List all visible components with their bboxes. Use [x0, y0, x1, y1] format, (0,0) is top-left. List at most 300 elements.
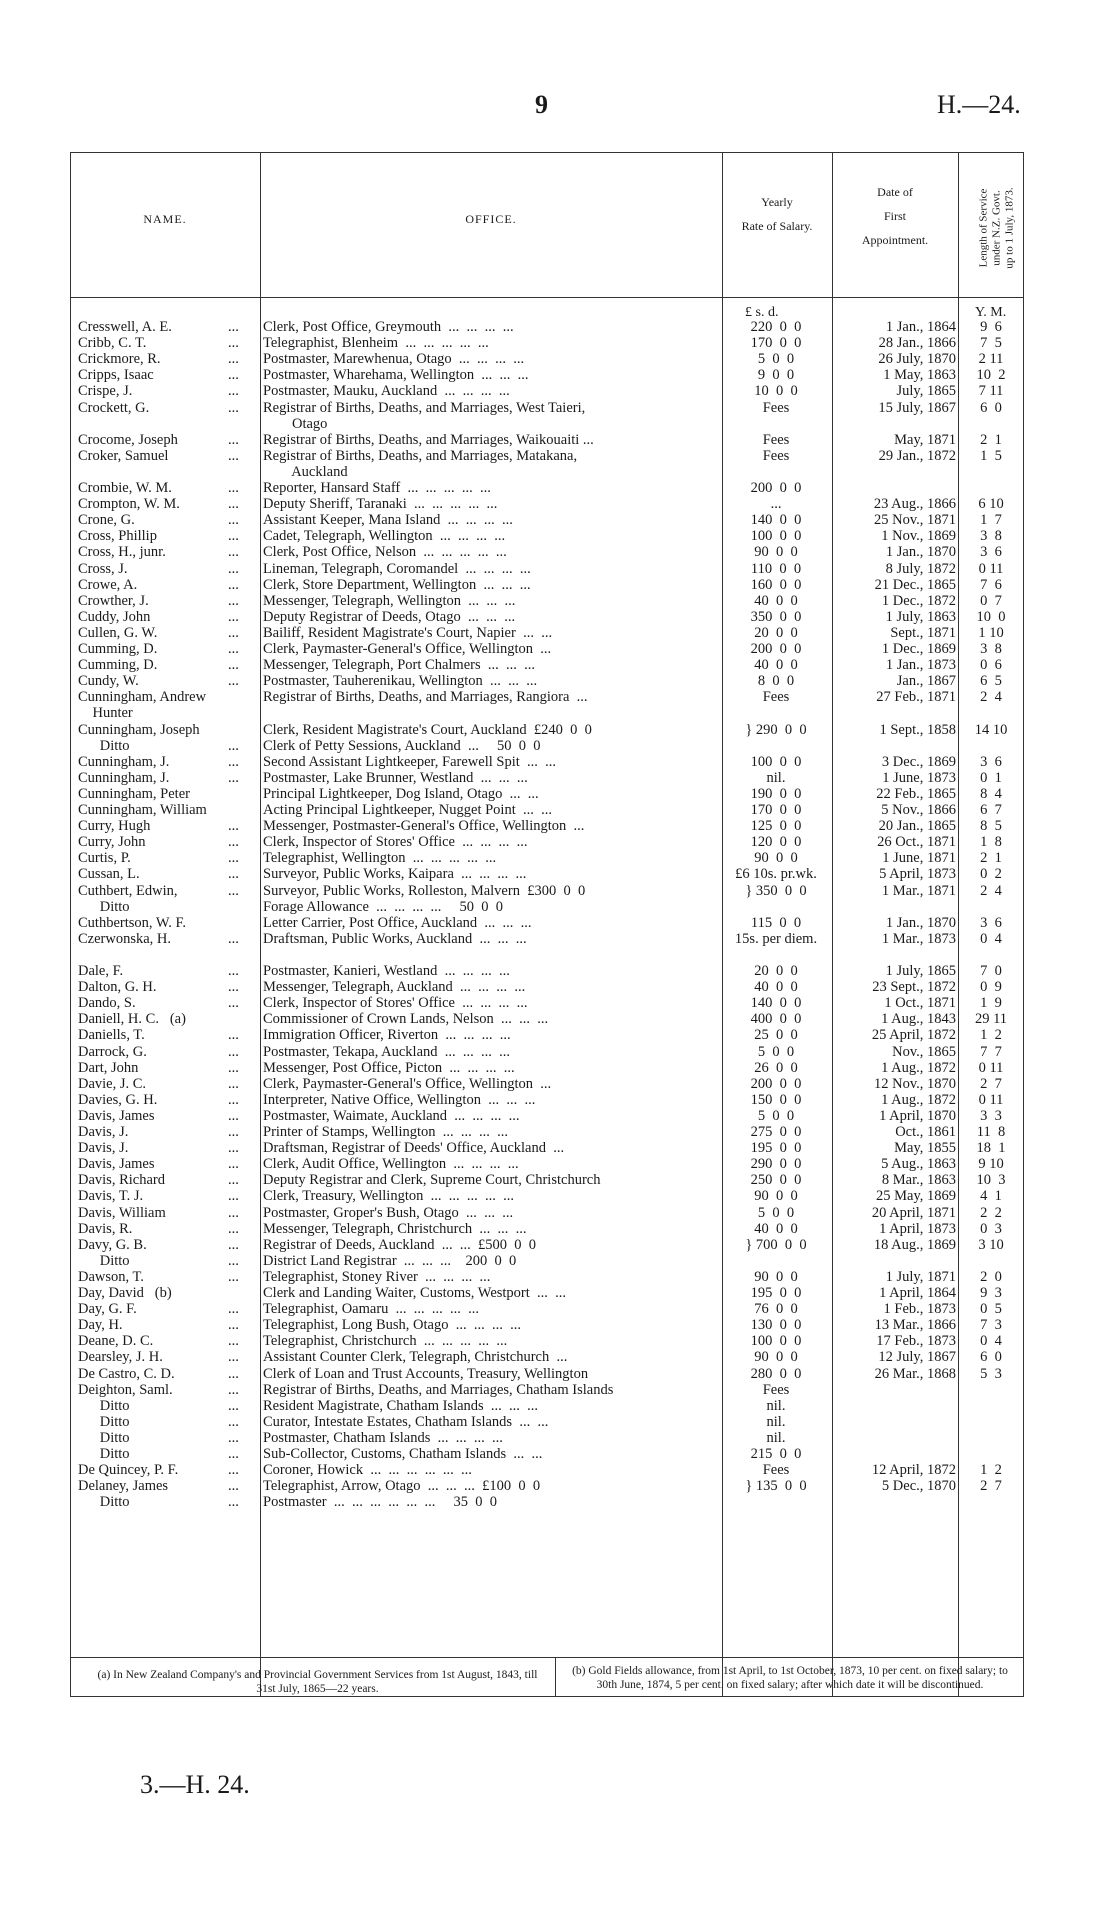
leader-dots: ...	[228, 560, 239, 577]
leader-dots: ...	[228, 1140, 239, 1157]
table-row	[0, 770, 1114, 786]
service-length-cell: 7 0	[980, 963, 1002, 979]
name-cell: Curry, Hugh	[78, 818, 151, 835]
appointment-date-cell: 5 Nov., 1866	[881, 802, 956, 818]
table-row	[0, 1108, 1114, 1124]
name-cell: Ditto	[78, 1429, 130, 1446]
service-length-cell: 8 5	[980, 818, 1002, 835]
service-length-cell: 14 10	[974, 721, 1008, 738]
name-cell: Cunningham, William	[78, 802, 207, 818]
table-row	[0, 1398, 1114, 1414]
appointment-date-cell: 1 May, 1863	[883, 367, 956, 384]
leader-dots: ...	[228, 850, 239, 867]
name-cell: Cunningham, Andrew	[78, 689, 207, 706]
salary-cell: Fees	[762, 447, 790, 464]
leader-dots: ...	[228, 1413, 239, 1430]
table-row	[0, 1044, 1114, 1060]
table-row	[0, 1269, 1114, 1285]
footnote-divider	[555, 1657, 556, 1697]
office-cell: Deputy Registrar of Deeds, Otago ... ... ...	[263, 608, 516, 625]
table-row	[0, 512, 1114, 528]
leader-dots: ...	[228, 1268, 239, 1285]
name-cell: Dart, John	[78, 1059, 139, 1076]
table-row	[0, 915, 1114, 931]
leader-dots: ...	[228, 673, 239, 690]
appointment-date-cell: Oct., 1861	[895, 1124, 956, 1140]
name-cell: Cussan, L.	[78, 866, 140, 883]
office-cell: Auckland	[263, 463, 348, 480]
office-cell: Interpreter, Native Office, Wellington ... ... ...	[263, 1091, 536, 1108]
salary-cell: nil.	[766, 1429, 786, 1446]
service-length-cell: 5 3	[980, 1365, 1002, 1382]
appointment-date-cell: 26 Oct., 1871	[877, 834, 956, 851]
office-cell: Draftsman, Registrar of Deeds' Office, Auckland ...	[263, 1140, 565, 1157]
salary-cell: Fees	[762, 399, 790, 416]
table-row	[0, 1285, 1114, 1301]
office-cell: Clerk, Paymaster-General's Office, Wellington ...	[263, 1075, 552, 1092]
name-cell: Cundy, W.	[78, 673, 139, 690]
table-row	[0, 1237, 1114, 1253]
table-row	[0, 383, 1114, 399]
salary-cell: 100 0 0	[750, 528, 802, 545]
salary-cell: ...	[770, 496, 782, 513]
salary-cell: 190 0 0	[750, 785, 802, 802]
table-row	[0, 1462, 1114, 1478]
service-length-cell: 9 10	[978, 1156, 1004, 1173]
office-cell: Telegraphist, Christchurch ... ... ... ... ...	[263, 1333, 508, 1350]
service-length-cell: 2 11	[978, 351, 1004, 368]
salary-cell: 115 0 0	[750, 914, 802, 931]
salary-cell: 90 0 0	[754, 1268, 798, 1285]
service-length-cell: 7 3	[980, 1317, 1002, 1334]
column-header-salary	[722, 190, 832, 238]
office-cell: Postmaster, Groper's Bush, Otago ... ... ...	[263, 1204, 514, 1221]
appointment-date-cell: 12 July, 1867	[878, 1349, 956, 1366]
appointment-date-cell: July, 1865	[896, 383, 956, 400]
leader-dots: ...	[228, 1478, 239, 1495]
salary-cell: 5 0 0	[757, 1107, 795, 1124]
office-cell: Clerk, Treasury, Wellington ... ... ... ... ...	[263, 1188, 514, 1205]
column-header-length	[975, 160, 1019, 295]
salary-cell: 40 0 0	[754, 592, 798, 609]
leader-dots: ...	[228, 1091, 239, 1108]
service-length-cell: 3 6	[980, 914, 1002, 931]
salary-cell: 200 0 0	[750, 641, 802, 657]
office-cell: Registrar of Deeds, Auckland ... ... £500 0 0	[263, 1236, 537, 1253]
service-length-cell: 6 0	[980, 399, 1002, 416]
service-length-cell: 0 4	[980, 1333, 1002, 1350]
service-length-cell: 1 8	[980, 834, 1002, 851]
appointment-date-cell: 18 Aug., 1869	[873, 1236, 956, 1253]
salary-cell: 90 0 0	[754, 544, 798, 561]
office-cell: Postmaster, Waimate, Auckland ... ... ... ...	[263, 1107, 520, 1124]
leader-dots: ...	[228, 1317, 239, 1334]
name-cell: Cuthbertson, W. F.	[78, 914, 187, 931]
salary-cell: 215 0 0	[750, 1446, 802, 1462]
office-cell: Letter Carrier, Post Office, Auckland ... ... ...	[263, 914, 532, 931]
appointment-date-cell: 28 Jan., 1866	[878, 335, 956, 352]
table-row	[0, 1027, 1114, 1043]
table-row	[0, 1076, 1114, 1092]
name-cell: Ditto	[78, 737, 130, 754]
column-header-date	[832, 180, 958, 252]
name-cell: Deane, D. C.	[78, 1333, 154, 1350]
table-row	[0, 593, 1114, 609]
service-length-cell: 6 7	[980, 802, 1002, 818]
service-length-cell: 9 3	[980, 1285, 1002, 1301]
salary-cell: 400 0 0	[750, 1011, 802, 1028]
name-cell: Cumming, D.	[78, 641, 158, 657]
length-units: Y. M.	[975, 305, 1007, 320]
appointment-date-cell: 26 July, 1870	[878, 351, 956, 368]
name-cell: Cuddy, John	[78, 608, 151, 625]
footnote-rule	[70, 1657, 1024, 1658]
salary-cell: Fees	[762, 1381, 790, 1398]
leader-dots: ...	[228, 319, 239, 335]
office-cell: Lineman, Telegraph, Coromandel ... ... ... ...	[263, 560, 531, 577]
name-cell: Davis, James	[78, 1156, 155, 1173]
salary-cell: 280 0 0	[750, 1365, 802, 1382]
table-row	[0, 802, 1114, 818]
appointment-date-cell: Nov., 1865	[892, 1043, 956, 1060]
salary-cell: } 135 0 0	[745, 1478, 807, 1495]
service-length-cell: 2 1	[980, 850, 1002, 867]
leader-dots: ...	[228, 1156, 239, 1173]
name-cell: Crompton, W. M.	[78, 496, 180, 513]
page-reference: H.—24.	[937, 90, 1021, 119]
service-length-cell: 6 10	[978, 496, 1004, 513]
salary-cell: 195 0 0	[750, 1140, 802, 1157]
office-cell: Messenger, Telegraph, Port Chalmers ... ... ...	[263, 657, 535, 674]
leader-dots: ...	[228, 367, 239, 384]
leader-dots: ...	[228, 657, 239, 674]
service-length-cell: 6 5	[980, 673, 1002, 690]
date-header-line: Appointment.	[861, 233, 929, 247]
service-length-cell: 1 2	[980, 1027, 1002, 1044]
name-cell: Ditto	[78, 1446, 130, 1462]
appointment-date-cell: 1 July, 1865	[885, 963, 956, 979]
appointment-date-cell: 12 April, 1872	[871, 1462, 956, 1479]
appointment-date-cell: 1 Mar., 1871	[881, 882, 956, 899]
name-cell: Crockett, G.	[78, 399, 150, 416]
table-row	[0, 1188, 1114, 1204]
appointment-date-cell: 1 Dec., 1869	[881, 641, 956, 657]
table-row	[0, 367, 1114, 383]
table-row	[0, 1011, 1114, 1027]
name-cell: Day, H.	[78, 1317, 123, 1334]
name-cell: Crowther, J.	[78, 592, 149, 609]
office-cell: Assistant Keeper, Mana Island ... ... ... ...	[263, 512, 513, 529]
service-length-cell: 7 5	[980, 335, 1002, 352]
appointment-date-cell: 1 Feb., 1873	[883, 1301, 956, 1318]
office-cell: Postmaster, Tekapa, Auckland ... ... ... ...	[263, 1043, 511, 1060]
name-cell: Hunter	[78, 705, 133, 722]
office-cell: Surveyor, Public Works, Rolleston, Malvern £300 0 0	[263, 882, 586, 899]
office-cell: Clerk, Inspector of Stores' Office ... ... ... ...	[263, 995, 528, 1012]
name-cell: Darrock, G.	[78, 1043, 147, 1060]
service-length-cell: 18 1	[976, 1140, 1006, 1157]
service-length-cell: 10 0	[976, 608, 1006, 625]
leader-dots: ...	[228, 512, 239, 529]
office-cell: Messenger, Telegraph, Wellington ... ... ...	[263, 592, 516, 609]
name-cell: Croker, Samuel	[78, 447, 169, 464]
table-row	[0, 464, 1114, 480]
office-cell: Second Assistant Lightkeeper, Farewell Spit ... ...	[263, 753, 557, 770]
salary-cell: nil.	[766, 1397, 786, 1414]
office-cell: Otago	[263, 415, 328, 432]
office-cell: Coroner, Howick ... ... ... ... ... ...	[263, 1462, 472, 1479]
service-length-cell: 6 0	[980, 1349, 1002, 1366]
salary-cell: 120 0 0	[750, 834, 802, 851]
name-cell: Dearsley, J. H.	[78, 1349, 163, 1366]
leader-dots: ...	[228, 608, 239, 625]
service-length-cell: 10 2	[976, 367, 1006, 384]
office-cell: Registrar of Births, Deaths, and Marriages, Rangiora ...	[263, 689, 588, 706]
name-cell: Davie, J. C.	[78, 1075, 147, 1092]
salary-cell: £6 10s. pr.wk.	[735, 866, 817, 883]
appointment-date-cell: 1 July, 1863	[885, 608, 956, 625]
salary-cell: 90 0 0	[754, 850, 798, 867]
appointment-date-cell: 22 Feb., 1865	[876, 785, 956, 802]
service-length-cell: 2 4	[980, 689, 1002, 706]
table-row	[0, 351, 1114, 367]
service-length-cell: 1 5	[980, 447, 1002, 464]
salary-cell: 160 0 0	[750, 576, 802, 593]
appointment-date-cell: 23 Sept., 1872	[872, 979, 956, 996]
appointment-date-cell: 12 Nov., 1870	[873, 1075, 956, 1092]
salary-cell: 195 0 0	[750, 1285, 802, 1301]
office-cell: Bailiff, Resident Magistrate's Court, Napier ... ...	[263, 624, 553, 641]
service-length-cell: 0 2	[980, 866, 1002, 883]
appointment-date-cell: 20 April, 1871	[871, 1204, 956, 1221]
salary-cell: Fees	[762, 1462, 790, 1479]
table-row	[0, 1172, 1114, 1188]
table-row	[0, 705, 1114, 721]
appointment-date-cell: 13 Mar., 1866	[874, 1317, 956, 1334]
office-cell: Clerk, Post Office, Nelson ... ... ... ... ...	[263, 544, 507, 561]
office-cell: Postmaster, Lake Brunner, Westland ... ... ...	[263, 769, 528, 786]
table-row	[0, 561, 1114, 577]
table-row	[0, 577, 1114, 593]
office-cell: Clerk, Audit Office, Wellington ... ... ... ...	[263, 1156, 519, 1173]
table-row	[0, 1060, 1114, 1076]
name-cell: Cunningham, Joseph	[78, 721, 200, 738]
appointment-date-cell: 29 Jan., 1872	[878, 447, 956, 464]
appointment-date-cell: 1 Sept., 1858	[879, 721, 956, 738]
leader-dots: ...	[228, 335, 239, 352]
name-cell: De Quincey, P. F.	[78, 1462, 179, 1479]
office-cell: Acting Principal Lightkeeper, Nugget Point ... ...	[263, 802, 552, 818]
salary-cell: 110 0 0	[750, 560, 802, 577]
office-cell: Printer of Stamps, Wellington ... ... ... ...	[263, 1124, 509, 1140]
footnote-b: (b) Gold Fields allowance, from 1st April, to 1st October, 1873, 10 per cent. on fixed salary; to 30th June, 1874, 5 per cent. on fixed salary; after which date it will be discontinued.	[572, 1665, 1008, 1691]
leader-dots: ...	[228, 1494, 239, 1511]
name-cell: Crickmore, R.	[78, 351, 161, 368]
table-row	[0, 786, 1114, 802]
name-cell: Cunningham, J.	[78, 769, 170, 786]
office-cell: Reporter, Hansard Staff ... ... ... ... ...	[263, 480, 491, 496]
table-row	[0, 754, 1114, 770]
office-cell: Registrar of Births, Deaths, and Marriages, Waikouaiti ...	[263, 431, 594, 448]
table-row	[0, 931, 1114, 947]
appointment-date-cell: 26 Mar., 1868	[874, 1365, 956, 1382]
table-row	[0, 834, 1114, 850]
appointment-date-cell: 1 April, 1870	[879, 1107, 956, 1124]
service-length-cell: 0 5	[980, 1301, 1002, 1318]
salary-cell: 40 0 0	[754, 1220, 798, 1237]
office-cell: Registrar of Births, Deaths, and Marriages, Matakana,	[263, 447, 578, 464]
appointment-date-cell: 25 Nov., 1871	[873, 512, 956, 529]
name-cell: Cross, Phillip	[78, 528, 157, 545]
table-row	[0, 448, 1114, 464]
name-cell: Davis, William	[78, 1204, 166, 1221]
table-row	[0, 400, 1114, 416]
salary-cell: Fees	[762, 431, 790, 448]
office-cell: Postmaster, Mauku, Auckland ... ... ... ...	[263, 383, 510, 400]
leader-dots: ...	[228, 592, 239, 609]
appointment-date-cell: 1 June, 1871	[882, 850, 956, 867]
table-row	[0, 1478, 1114, 1494]
leader-dots: ...	[228, 528, 239, 545]
salary-cell: 40 0 0	[754, 979, 798, 996]
leader-dots: ...	[228, 576, 239, 593]
table-row	[0, 496, 1114, 512]
salary-cell: 170 0 0	[750, 335, 802, 352]
name-cell: Curry, John	[78, 834, 146, 851]
name-cell: Cullen, G. W.	[78, 624, 158, 641]
name-cell: Daniells, T.	[78, 1027, 145, 1044]
office-cell: Cadet, Telegraph, Wellington ... ... ... ...	[263, 528, 506, 545]
appointment-date-cell: May, 1855	[894, 1140, 956, 1157]
table-row	[0, 1301, 1114, 1317]
name-cell: Cresswell, A. E.	[78, 319, 172, 335]
name-cell: Cripps, Isaac	[78, 367, 154, 384]
name-cell: Crombie, W. M.	[78, 480, 172, 496]
office-cell: Postmaster, Marewhenua, Otago ... ... ... ...	[263, 351, 525, 368]
service-length-cell: 0 3	[980, 1220, 1002, 1237]
leader-dots: ...	[228, 737, 239, 754]
table-row	[0, 1414, 1114, 1430]
office-cell: Assistant Counter Clerk, Telegraph, Christchurch ...	[263, 1349, 568, 1366]
name-cell: Day, David (b)	[78, 1285, 172, 1301]
table-row	[0, 416, 1114, 432]
office-cell: Immigration Officer, Riverton ... ... ... ...	[263, 1027, 511, 1044]
service-length-cell: 0 11	[978, 1091, 1004, 1108]
table-row	[0, 1221, 1114, 1237]
office-cell: Registrar of Births, Deaths, and Marriages, West Taieri,	[263, 399, 586, 416]
name-cell: Davis, Richard	[78, 1172, 165, 1189]
leader-dots: ...	[228, 1397, 239, 1414]
salary-cell: nil.	[766, 769, 786, 786]
leader-dots: ...	[228, 1462, 239, 1479]
name-cell: Ditto	[78, 1494, 130, 1511]
appointment-date-cell: 1 Jan., 1870	[885, 914, 956, 931]
table-row	[0, 657, 1114, 673]
leader-dots: ...	[228, 1204, 239, 1221]
leader-dots: ...	[228, 1075, 239, 1092]
salary-cell: 10 0 0	[754, 383, 798, 400]
name-cell: Cumming, D.	[78, 657, 158, 674]
leader-dots: ...	[228, 480, 239, 496]
salary-cell: 130 0 0	[750, 1317, 802, 1334]
salary-cell: 90 0 0	[754, 1349, 798, 1366]
salary-cell: } 290 0 0	[745, 721, 807, 738]
service-length-cell: 4 1	[980, 1188, 1002, 1205]
table-row	[0, 1156, 1114, 1172]
salary-header-line: Yearly	[761, 195, 793, 209]
salary-cell: 40 0 0	[754, 657, 798, 674]
name-cell: Cunningham, J.	[78, 753, 170, 770]
name-cell: Cross, H., junr.	[78, 544, 166, 561]
table-row	[0, 1430, 1114, 1446]
salary-cell: 100 0 0	[750, 753, 802, 770]
salary-cell: 20 0 0	[754, 963, 798, 979]
table-row	[0, 979, 1114, 995]
appointment-date-cell: 21 Dec., 1865	[874, 576, 956, 593]
leader-dots: ...	[228, 979, 239, 996]
service-length-cell: 2 4	[980, 882, 1002, 899]
name-cell: Delaney, James	[78, 1478, 169, 1495]
service-length-cell: 7 11	[978, 383, 1004, 400]
name-cell: Davis, R.	[78, 1220, 133, 1237]
date-header-line: First	[883, 209, 906, 223]
table-row	[0, 1140, 1114, 1156]
table-row	[0, 899, 1114, 915]
salary-cell: 9 0 0	[757, 367, 795, 384]
leader-dots: ...	[228, 1220, 239, 1237]
appointment-date-cell: Jan., 1867	[896, 673, 956, 690]
appointment-date-cell: 27 Feb., 1871	[876, 689, 956, 706]
service-length-cell: 3 10	[978, 1236, 1004, 1253]
column-header-office: OFFICE.	[465, 212, 517, 226]
appointment-date-cell: 1 Oct., 1871	[884, 995, 956, 1012]
office-cell: Telegraphist, Blenheim ... ... ... ... ...	[263, 335, 489, 352]
salary-cell: 140 0 0	[750, 512, 802, 529]
name-cell: Ditto	[78, 1397, 130, 1414]
salary-cell: 125 0 0	[750, 818, 802, 835]
salary-cell: 140 0 0	[750, 995, 802, 1012]
office-cell: Clerk, Resident Magistrate's Court, Auckland £240 0 0	[263, 721, 592, 738]
salary-cell: nil.	[766, 1413, 786, 1430]
leader-dots: ...	[228, 1381, 239, 1398]
office-cell: Clerk, Inspector of Stores' Office ... ... ... ...	[263, 834, 528, 851]
table-row	[0, 319, 1114, 335]
appointment-date-cell: 1 Nov., 1869	[881, 528, 956, 545]
name-cell: Crispe, J.	[78, 383, 133, 400]
leader-dots: ...	[228, 624, 239, 641]
office-cell: Deputy Registrar and Clerk, Supreme Court, Christchurch	[263, 1172, 601, 1189]
leader-dots: ...	[228, 351, 239, 368]
service-length-cell: 0 11	[978, 560, 1004, 577]
leader-dots: ...	[228, 1172, 239, 1189]
salary-cell: 5 0 0	[757, 351, 795, 368]
salary-cell: 90 0 0	[754, 1188, 798, 1205]
appointment-date-cell: 25 May, 1869	[875, 1188, 956, 1205]
appointment-date-cell: 1 April, 1873	[879, 1220, 956, 1237]
column-header-name: NAME.	[143, 212, 187, 226]
name-cell: Dando, S.	[78, 995, 136, 1012]
table-row	[0, 528, 1114, 544]
appointment-date-cell: 17 Feb., 1873	[876, 1333, 956, 1350]
table-row	[0, 625, 1114, 641]
salary-cell: 76 0 0	[754, 1301, 798, 1318]
salary-units: £ s. d.	[745, 305, 779, 320]
service-length-cell: 2 2	[980, 1204, 1002, 1221]
office-cell: Postmaster, Kanieri, Westland ... ... ... ...	[263, 963, 510, 979]
length-header-line: under N.Z. Govt.	[990, 189, 1003, 266]
table-row	[0, 1317, 1114, 1333]
name-cell: Crowe, A.	[78, 576, 138, 593]
